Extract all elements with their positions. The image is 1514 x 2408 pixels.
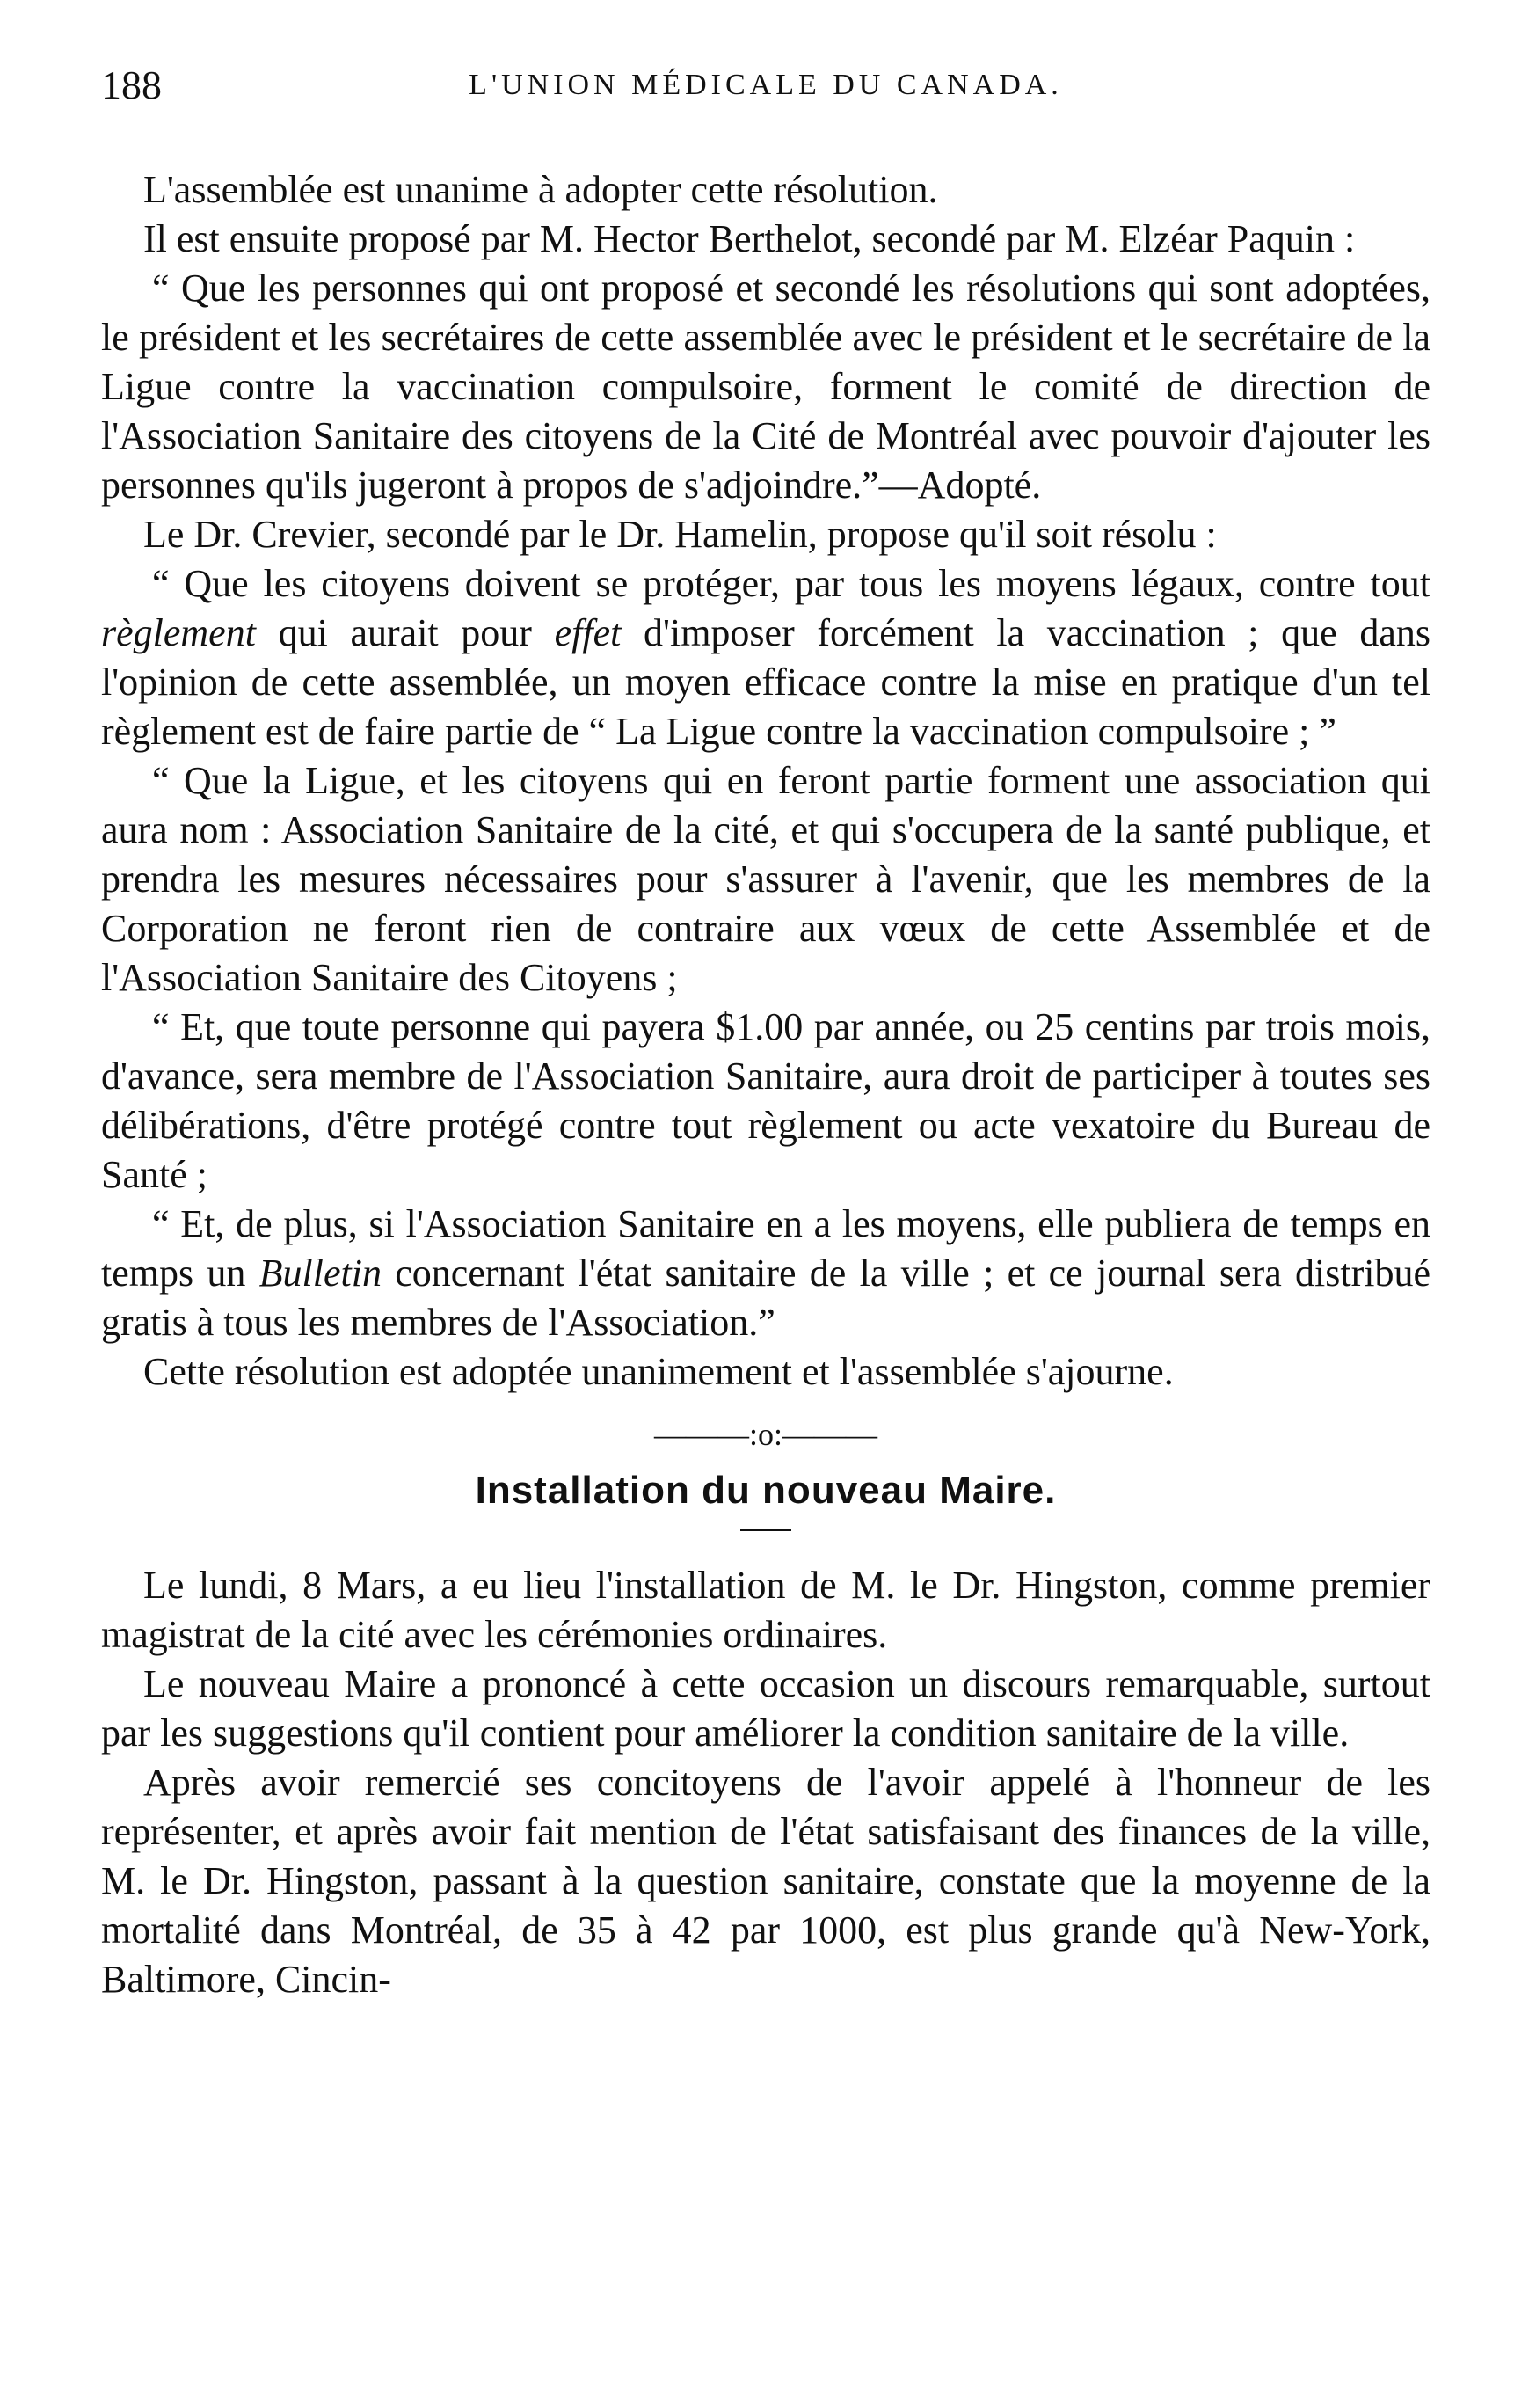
paragraph-adjourn: Cette résolution est adoptée unanimement et l'assemblée s'ajourne. <box>143 1350 1174 1393</box>
text-run: “ Et, de plus, si l'Association Sanitaire en a les moyens, elle publiera de temps en temps un <box>101 1202 1430 1295</box>
paragraph-reglement-resolution <box>101 559 1430 756</box>
title-rule <box>740 1529 791 1531</box>
text-run: “ Que les citoyens doivent se protéger, par tous les moyens légaux, contre tout <box>152 562 1430 605</box>
section-title: Installation du nouveau Maire. <box>475 1469 1057 1512</box>
section-separator: ———:o:——— <box>653 1417 877 1452</box>
paragraph-proposal-crevier: Le Dr. Crevier, secondé par le Dr. Hamelin, propose qu'il soit résolu : <box>143 513 1217 556</box>
italic-reglement: règlement <box>101 611 256 654</box>
page-number: 188 <box>101 62 162 107</box>
text-run: d'imposer forcément la vaccination ; que dans l'opinion de cette assemblée, un moyen efficace contre la mise en pratique d'un tel règlement est de faire partie de “ La Ligue contre la vaccination compulsoire ; ” <box>101 611 1430 753</box>
paragraph-mortality: Après avoir remercié ses concitoyens de l'avoir appelé à l'honneur de les représenter, et après avoir fait mention de l'état satisfaisant des finances de la ville, M. le Dr. Hingston, passant à la question sanitaire, constate que la moyenne de la mortalité dans Montréal, de 35 à 42 par 1000, est plus grande qu'à New-York, Baltimore, Cincin- <box>101 1761 1430 2001</box>
paragraph-bulletin <box>101 1200 1430 1347</box>
paragraph-membership-fee: “ Et, que toute personne qui payera $1.00 par année, ou 25 centins par trois mois, d'avance, sera membre de l'Association Sanitaire, aura droit de participer à toutes ses délibérations, d'être protégé contre tout règlement ou acte vexatoire du Bureau de Santé ; <box>101 1005 1430 1196</box>
text-run: qui aurait pour <box>255 611 555 654</box>
paragraph-unanimous: L'assemblée est unanime à adopter cette résolution. <box>143 168 938 211</box>
italic-effet: effet <box>554 611 622 654</box>
paragraph-discourse: Le nouveau Maire a prononcé à cette occasion un discours remarquable, surtout par les suggestions qu'il contient pour améliorer la condition sanitaire de la ville. <box>101 1662 1430 1755</box>
text-run: concernant l'état sanitaire de la ville ; et ce journal sera distribué gratis à tous les membres de l'Association.” <box>101 1251 1430 1344</box>
paragraph-committee-resolution: “ Que les personnes qui ont proposé et secondé les résolutions qui sont adoptées, le président et les secrétaires de cette assemblée avec le président et le secrétaire de la Ligue contre la vaccination compulsoire, forment le comité de direction de l'Association Sanitaire des citoyens de la Cité de Montréal avec pouvoir d'ajouter les personnes qu'ils jugeront à propos de s'adjoindre.”—Adopté. <box>101 266 1430 507</box>
italic-bulletin: Bulletin <box>258 1251 382 1295</box>
running-head <box>101 62 1430 123</box>
paragraph-proposal-berthelot: Il est ensuite proposé par M. Hector Berthelot, secondé par M. Elzéar Paquin : <box>143 217 1356 260</box>
article-body <box>101 165 1430 2004</box>
paragraph-installation: Le lundi, 8 Mars, a eu lieu l'installation de M. le Dr. Hingston, comme premier magistrat de la cité avec les cérémonies ordinaires. <box>101 1564 1430 1656</box>
journal-title: L'UNION MÉDICALE DU CANADA. <box>469 69 1063 101</box>
paragraph-association-name: “ Que la Ligue, et les citoyens qui en feront partie forment une association qui aura nom : Association Sanitaire de la cité, et qui s'occupera de la santé publique, et prendra les mesures nécessaires pour s'assurer à l'avenir, que les membres de la Corporation ne feront rien de contraire aux vœux de cette Assemblée et de l'Association Sanitaire des Citoyens ; <box>101 759 1430 999</box>
